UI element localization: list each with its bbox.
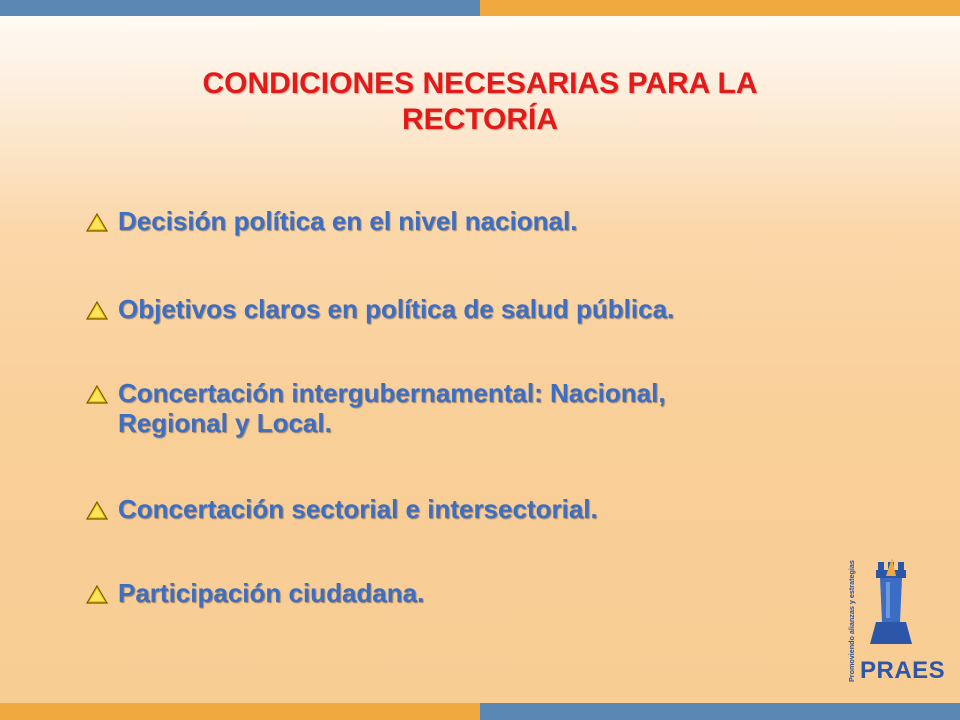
bullet-item [86, 378, 666, 438]
bullet-item [86, 494, 598, 524]
bullet-text: Decisión política en el nivel nacional. [118, 206, 578, 236]
bullet-text: Objetivos claros en política de salud pública. [118, 294, 675, 324]
bullet-item [86, 294, 674, 324]
logo-wordmark: PRAES [860, 657, 946, 684]
triangle-bullet-icon [86, 213, 108, 232]
praes-logo [840, 552, 950, 687]
bullet-text: Concertación sectorial e intersectorial. [118, 494, 598, 524]
slide-title-line-1: CONDICIONES NECESARIAS PARA LA [202, 67, 758, 100]
top-bar-blue [0, 0, 480, 16]
bullet-text-line-1: Concertación intergubernamental: Nacional, [118, 378, 666, 408]
top-bar-orange [480, 0, 960, 16]
slide-title [90, 66, 870, 138]
logo-tagline: Promoviendo alianzas y estrategias [847, 560, 856, 682]
slide-title-line-2: RECTORÍA [401, 103, 559, 136]
bottom-bar-blue [480, 703, 960, 720]
triangle-bullet-icon [86, 585, 108, 604]
triangle-bullet-icon [86, 501, 108, 520]
triangle-bullet-icon [86, 301, 108, 320]
bullet-item [86, 578, 424, 608]
bullet-text: Participación ciudadana. [118, 578, 425, 608]
bullet-item [86, 206, 577, 236]
bottom-bar-orange [0, 703, 480, 720]
chess-tower-icon [870, 558, 912, 644]
bullet-text [118, 378, 666, 438]
bullet-text-line-2: Regional y Local. [118, 408, 332, 438]
triangle-bullet-icon [86, 385, 108, 404]
